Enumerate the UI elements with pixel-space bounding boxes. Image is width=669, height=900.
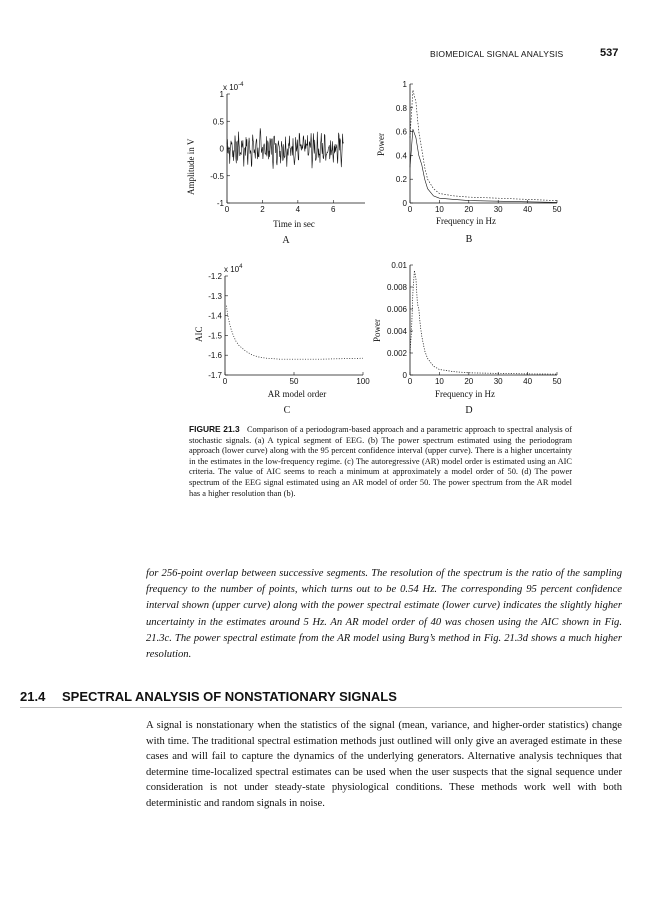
ytick-label: 0.004 <box>386 327 407 336</box>
panel-b <box>376 80 562 245</box>
section-number: 21.4 <box>20 689 46 704</box>
panel-a-eeg-trace <box>227 128 344 169</box>
ytick-label: 0.01 <box>391 261 407 270</box>
ytick-label: -1.2 <box>208 272 222 281</box>
panel-a-exponent: x $10^{-4}$ <box>223 82 244 92</box>
xtick-label: 0 <box>407 205 413 214</box>
panel-b-ylabel: Power <box>376 133 386 156</box>
ytick-label: 0.6 <box>395 127 407 137</box>
xtick-label: 2 <box>260 205 265 214</box>
section-rule <box>20 707 622 708</box>
ytick-label: 1 <box>219 90 224 99</box>
panel-a-xticks <box>225 200 336 214</box>
xtick-label: 20 <box>464 377 474 386</box>
panel-b-label: B <box>465 234 473 245</box>
panel-a-label: A <box>282 235 290 246</box>
xtick-label: 10 <box>434 377 444 386</box>
xtick-label: 4 <box>295 205 301 214</box>
panel-b-yticks <box>396 80 413 208</box>
ytick-label: 0.8 <box>395 103 407 113</box>
xtick-label: 50 <box>552 377 562 386</box>
italic-paragraph: for 256-point overlap between successive segments. The resolution of the spectrum is the ratio of the sampling frequency to the number of points, which turns out to be 0.54 Hz. The corresponding 95 percent confidence interval shown (upper curve) along with the power spectral estimate (lower curve) indicates the slightly higher uncertainty in the estimates around 5 Hz. An AR model order of 40 was chosen using the AIC shown in Fig. 21.3c. The power spectral estimate from the AR model using Burg’s method in Fig. 21.3d shows a much higher resolution. <box>146 568 622 661</box>
panel-d-label: D <box>465 405 473 416</box>
xtick-label: 10 <box>434 205 444 214</box>
panel-c-ylabel: AIC <box>194 326 204 342</box>
section-heading <box>20 689 397 704</box>
running-head: BIOMEDICAL SIGNAL ANALYSIS <box>430 49 564 59</box>
ytick-label: -1.4 <box>208 311 222 321</box>
xtick-label: 20 <box>464 205 474 214</box>
figure-21-3 <box>0 0 669 420</box>
xtick-label: 100 <box>356 377 370 386</box>
ytick-label: 0 <box>219 144 224 154</box>
panel-b-upper-confidence-curve <box>410 90 557 201</box>
ytick-label: 1 <box>402 80 407 89</box>
xtick-label: 0 <box>222 377 228 386</box>
panel-d-ar-spectrum-curve <box>410 271 557 375</box>
figure-label: FIGURE 21.3 <box>189 424 240 434</box>
panel-d <box>372 261 562 416</box>
xtick-label: 50 <box>289 377 299 386</box>
xtick-label: 30 <box>493 377 503 386</box>
ytick-label: 0.5 <box>212 117 224 127</box>
xtick-label: 50 <box>552 205 562 214</box>
xtick-label: 0 <box>407 377 413 386</box>
panel-a-ylabel: Amplitude in V <box>186 138 196 195</box>
xtick-label: 6 <box>331 205 336 214</box>
panel-b-xlabel: Frequency in Hz <box>436 216 496 226</box>
panel-d-xlabel: Frequency in Hz <box>435 389 495 399</box>
panel-c-exponent: x $10^4$ <box>224 264 243 274</box>
panel-c-xlabel: AR model order <box>267 389 327 399</box>
figure-caption <box>189 424 572 499</box>
ytick-label: 0.4 <box>395 151 407 161</box>
ytick-label: 0.2 <box>395 175 407 185</box>
panel-c <box>194 264 370 416</box>
ytick-label: -1.6 <box>208 351 222 361</box>
ytick-label: 0.006 <box>386 305 407 314</box>
panel-b-periodogram-curve <box>410 129 557 202</box>
ytick-label: -1.7 <box>208 371 222 380</box>
page-number: 537 <box>600 47 619 59</box>
ytick-label: 0 <box>402 199 407 208</box>
xtick-label: 0 <box>224 205 230 214</box>
body-paragraph: A signal is nonstationary when the statistics of the signal (mean, variance, and higher-order statistics) change with time. The traditional spectral estimation methods just outlined will only give an averaged estimate in these cases and will fail to capture the dynamics of the underlying generators. Alternative analysis techniques that determine time-localized spectral estimates can be used when the user suspects that the signal sequence under consideration is not under steady-state physiological conditions. These methods work well with both deterministic and random signals in noise. <box>146 720 622 809</box>
panel-d-ylabel: Power <box>372 319 382 342</box>
figure-caption-text: Comparison of a periodogram-based approach and a parametric approach to spectral analysis of stochastic signals. (a) A typical segment of EEG. (b) The power spectrum estimated using the periodogram approach (lower curve) along with the 95 percent confidence interval (upper curve). There is a higher uncertainty in the estimates in the low-frequency regime. (c) The autoregressive (AR) model order is estimated using an AIC criteria. The value of AIC seems to reach a minimum at approximately a model order of 50. (d) The power spectrum of the EEG signal estimated using an AR model of order 50. The power spectrum from the AR model has a higher resolution than (b). <box>189 425 573 498</box>
xtick-label: 30 <box>493 205 503 214</box>
ytick-label: -0.5 <box>210 171 224 181</box>
xtick-label: 40 <box>523 377 533 386</box>
xtick-label: 40 <box>523 205 533 214</box>
ytick-label: -1.5 <box>208 331 222 341</box>
panel-d-xticks <box>408 372 562 386</box>
ytick-label: -1.3 <box>208 291 222 301</box>
section-title: SPECTRAL ANALYSIS OF NONSTATIONARY SIGNALS <box>62 689 397 704</box>
panel-d-yticks <box>387 261 413 380</box>
panel-a <box>186 82 365 246</box>
ytick-label: 0.002 <box>386 349 407 358</box>
ytick-label: 0 <box>402 371 407 380</box>
panel-c-xticks <box>223 372 370 386</box>
ytick-label: 0.008 <box>386 283 407 292</box>
ytick-label: -1 <box>216 199 224 208</box>
panel-c-aic-curve <box>226 306 363 360</box>
panel-c-label: C <box>283 405 291 416</box>
panel-a-xlabel: Time in sec <box>273 219 315 229</box>
